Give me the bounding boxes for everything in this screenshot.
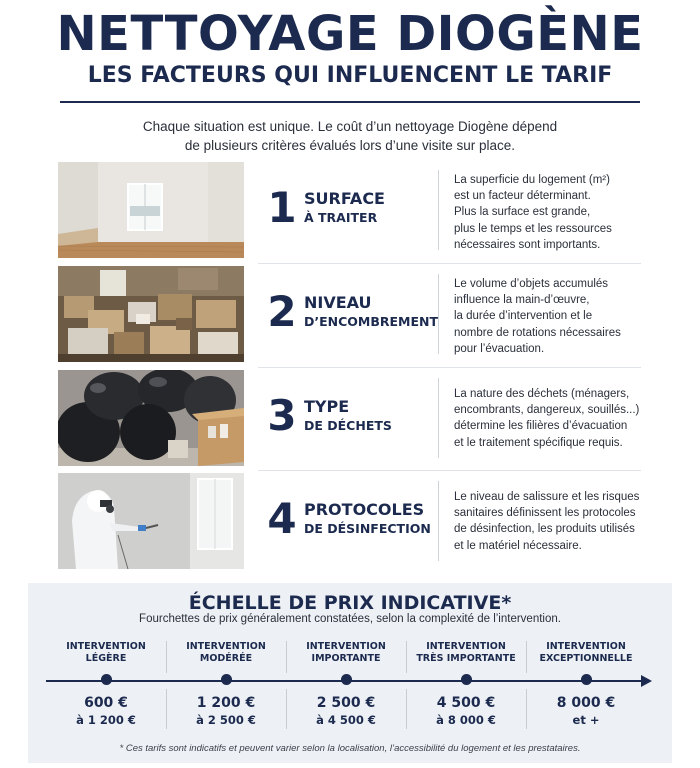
price-tier-light [46,641,166,728]
factor-row-disinfection [58,473,641,569]
description-line: sanitaires définissent les protocoles [454,507,636,520]
intro-text [0,117,700,155]
description-line: Le niveau de salissure et les risques [454,491,640,503]
description-line: pour l’évacuation. [454,342,545,355]
tier-label-line: MODÉRÉE [199,653,253,664]
description-line: et le traitement spécifique requis. [454,436,623,449]
tier-label-line: INTERVENTION [546,641,626,652]
factor-title: SURFACE [304,189,385,208]
tier-price-from: 600 € [84,695,128,711]
title-divider [60,101,640,103]
row-separator [258,263,641,264]
factor-heading [304,500,444,538]
price-tier-important [286,641,406,728]
vertical-divider [438,274,439,354]
factor-heading [304,397,444,435]
tier-label-line: INTERVENTION [66,641,146,652]
tier-label [526,641,646,671]
vertical-divider [438,170,439,250]
tier-label-line: IMPORTANTE [311,653,381,664]
price-scale-panel [28,583,672,763]
price-tier-exceptional [526,641,646,728]
factor-subtitle: DE DÉCHETS [304,418,392,433]
row-separator [258,470,641,471]
disinfection-worker-photo [58,473,244,569]
factor-description [454,489,644,554]
tier-marker [341,674,352,685]
page-title: NETTOYAGE DIOGÈNE [56,6,644,62]
tier-price-to: à 2 500 € [196,713,256,727]
description-line: nombre de rotations nécessaires [454,326,621,339]
tier-price-to: et + [572,713,600,727]
description-line: influence la main-d’œuvre, [454,294,590,307]
factor-description [454,276,644,357]
tier-price-from: 1 200 € [196,695,256,711]
empty-room-photo [58,162,244,258]
tier-price-from: 4 500 € [436,695,496,711]
price-tier-moderate [166,641,286,728]
factor-number: 4 [267,494,297,543]
factor-heading [304,189,444,227]
vertical-divider [438,378,439,458]
factor-row-clutter [58,266,641,362]
tier-price-to: à 4 500 € [316,713,376,727]
tier-marker [581,674,592,685]
tier-label [286,641,406,671]
tier-label-line: EXCEPTIONNELLE [539,653,633,664]
price-scale-title: ÉCHELLE DE PRIX INDICATIVE* [188,592,512,614]
description-line: plus le temps et les ressources [454,222,612,235]
tier-marker [101,674,112,685]
factor-subtitle: DE DÉSINFECTION [304,521,431,536]
tier-price-to: à 8 000 € [436,713,496,727]
tier-label [166,641,286,671]
price-scale-subtitle: Fourchettes de prix généralement constatées, selon la complexité de l’intervention. [139,613,561,625]
description-line: la durée d’intervention et le [454,310,593,323]
tier-label-line: INTERVENTION [426,641,506,652]
description-line: est un facteur déterminant. [454,190,591,203]
tier-price-to: à 1 200 € [76,713,136,727]
intro-line: de plusieurs critères évalués lors d’une visite sur place. [184,138,516,153]
description-line: détermine les filières d’évacuation [454,420,628,433]
tier-label-line: INTERVENTION [306,641,386,652]
tier-marker [461,674,472,685]
intro-line: Chaque situation est unique. Le coût d’un nettoyage Diogène dépend [142,119,558,134]
description-line: et le matériel nécessaire. [454,539,582,552]
factor-title: PROTOCOLES [304,500,425,519]
row-separator [258,367,641,368]
factor-heading [304,293,444,331]
tier-label-line: TRÈS IMPORTANTE [416,653,516,664]
description-line: de désinfection, les produits utilisés [454,523,635,536]
factor-subtitle: D’ENCOMBREMENT [304,314,439,329]
tier-label-line: LÉGÈRE [85,653,127,664]
factor-number: 2 [267,287,297,336]
page-subtitle: LES FACTEURS QUI INFLUENCENT LE TARIF [87,63,613,88]
tier-price-from: 8 000 € [556,695,616,711]
description-line: encombrants, dangereux, souillés...) [454,404,640,417]
price-tier-very-important [406,641,526,728]
description-line: nécessaires sont importants. [454,238,601,251]
factor-number: 3 [267,391,297,440]
tier-marker [221,674,232,685]
factor-row-waste [58,370,641,466]
factor-subtitle: À TRAITER [304,210,378,225]
tier-label-line: INTERVENTION [186,641,266,652]
tier-label [406,641,526,671]
cluttered-room-photo [58,266,244,362]
vertical-divider [438,481,439,561]
description-line: La superficie du logement (m²) [454,174,610,186]
trash-bags-photo [58,370,244,466]
description-line: Le volume d’objets accumulés [454,278,609,290]
factor-row-surface [58,162,641,258]
tier-price-from: 2 500 € [316,695,376,711]
factor-number: 1 [267,183,297,232]
tier-label [46,641,166,671]
description-line: Plus la surface est grande, [454,206,591,219]
factor-description [454,172,644,253]
factor-title: NIVEAU [304,293,372,312]
price-disclaimer: * Ces tarifs sont indicatifs et peuvent varier selon la localisation, l’accessibilité du logement et les prestataires. [119,743,581,754]
factor-description [454,386,644,451]
description-line: La nature des déchets (ménagers, [454,388,630,400]
factor-title: TYPE [304,397,350,416]
